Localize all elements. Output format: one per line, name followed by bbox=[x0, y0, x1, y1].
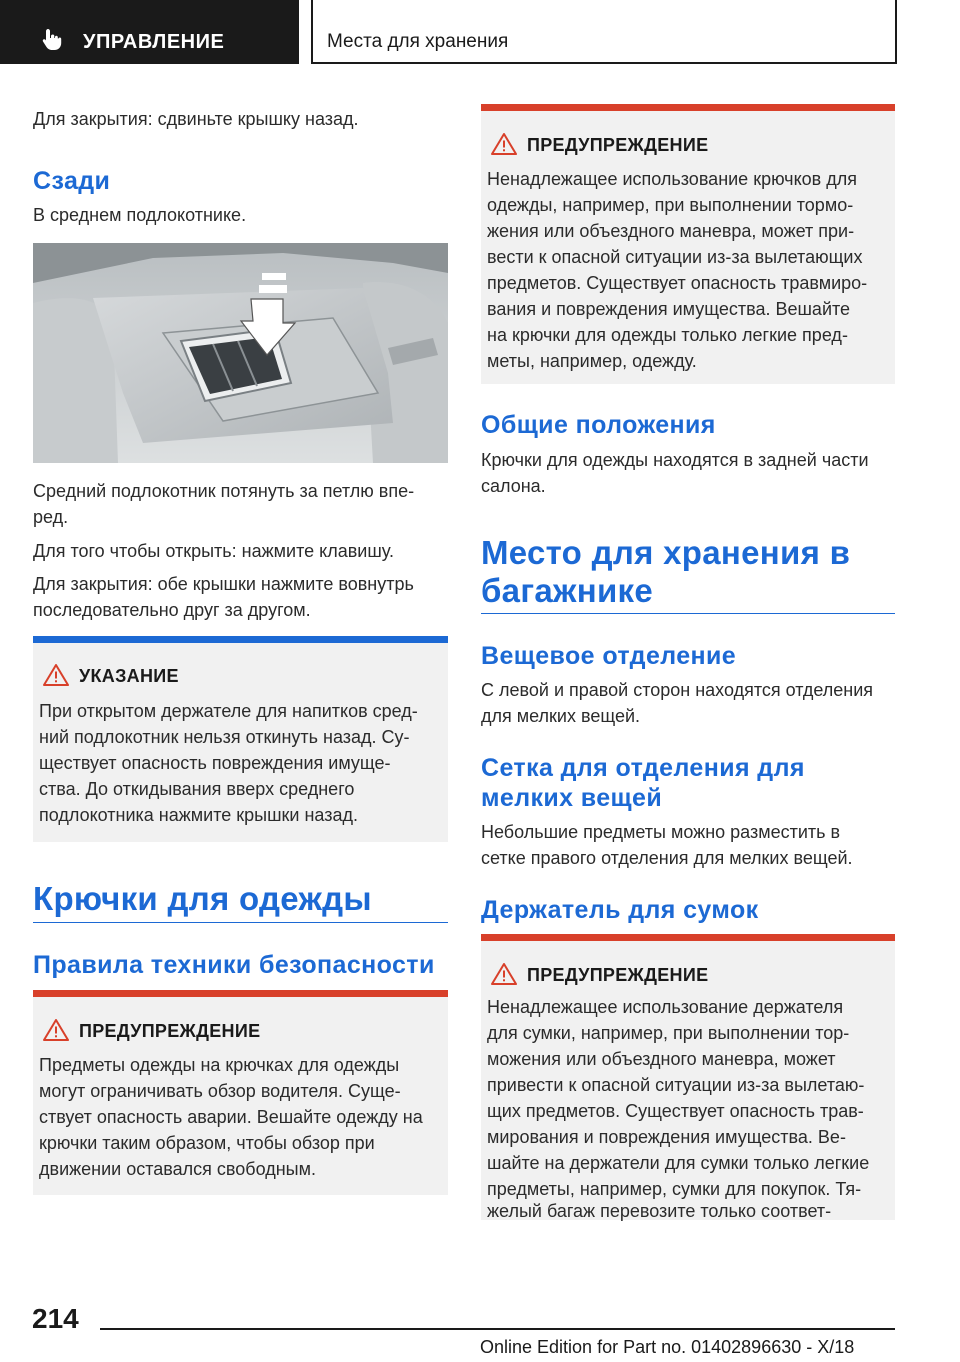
armrest-photo bbox=[33, 243, 448, 463]
warning-line: Ненадлежащее использование держателя bbox=[487, 997, 844, 1017]
pull-loop-text-line2: ред. bbox=[33, 507, 69, 527]
general-text-line1: Крючки для одежды находятся в задней части bbox=[481, 450, 869, 470]
warning-line: предметы, например, сумки для покупок. Тя- bbox=[487, 1179, 862, 1199]
warning-bar bbox=[481, 934, 895, 941]
warning-title: ПРЕДУПРЕЖДЕНИЕ bbox=[527, 965, 709, 985]
heading-compartment: Вещевое отделение bbox=[481, 642, 737, 670]
warning-triangle-icon bbox=[43, 663, 69, 687]
notice-line: ний подлокотник нельзя откинуть назад. Су- bbox=[39, 727, 410, 747]
warning-line: меты, например, одежду. bbox=[487, 351, 697, 371]
warning-title: ПРЕДУПРЕЖДЕНИЕ bbox=[527, 135, 709, 155]
warning-line: движении оставался свободным. bbox=[39, 1159, 316, 1179]
armrest-location-text: В среднем подлокотнике. bbox=[33, 205, 247, 225]
heading-trunk-storage-line1: Место для хранения в bbox=[481, 534, 851, 571]
heading-trunk-storage-line2: багажнике bbox=[481, 572, 654, 609]
warning-line: для сумки, например, при выполнении тор- bbox=[487, 1023, 850, 1043]
warning-triangle-icon bbox=[491, 132, 517, 156]
section-tab-label: УПРАВЛЕНИЕ bbox=[83, 31, 225, 53]
warning-line: вести к опасной ситуации из-за вылетающих bbox=[487, 247, 863, 267]
warning-line: на крючки для одежды только легкие пред- bbox=[487, 325, 848, 345]
warning-bar bbox=[481, 104, 895, 111]
notice-line: ществует опасность повреждения имуще- bbox=[39, 753, 391, 773]
edition-text: Online Edition for Part no. 01402896630 - X/18 bbox=[480, 1337, 855, 1357]
heading-rule bbox=[33, 922, 448, 923]
notice-title: УКАЗАНИЕ bbox=[79, 666, 179, 686]
compartment-text-line2: для мелких вещей. bbox=[481, 706, 641, 726]
warning-box-hooks bbox=[481, 104, 895, 384]
warning-line: Ненадлежащее использование крючков для bbox=[487, 169, 857, 189]
warning-line: крючки таким образом, чтобы обзор при bbox=[39, 1133, 375, 1153]
warning-line: жения или объездного маневра, может при- bbox=[487, 221, 855, 241]
warning-line: предметов. Существует опасность травмиро- bbox=[487, 273, 868, 293]
warning-line: шайте на держатели для сумки только легкие bbox=[487, 1153, 870, 1173]
page-title-box bbox=[311, 0, 897, 64]
warning-line: Предметы одежды на крючках для одежды bbox=[39, 1055, 400, 1075]
warning-line: могут ограничивать обзор водителя. Суще- bbox=[39, 1081, 401, 1101]
armrest-illustration bbox=[33, 243, 448, 463]
close-text-line1: Для закрытия: обе крышки нажмите вовнутрь bbox=[33, 574, 414, 594]
warning-bar bbox=[33, 990, 448, 997]
heading-net-line1: Сетка для отделения для bbox=[481, 754, 805, 782]
heading-net-line2: мелких вещей bbox=[481, 784, 663, 812]
heading-bag-holder: Держатель для сумок bbox=[481, 896, 759, 924]
warning-line: желый багаж перевозите только соответ- bbox=[487, 1201, 832, 1221]
general-text-line2: салона. bbox=[481, 476, 546, 496]
net-text-line1: Небольшие предметы можно разместить в bbox=[481, 822, 841, 842]
heading-clothes-hooks: Крючки для одежды bbox=[33, 880, 372, 917]
page-number: 214 bbox=[32, 1303, 79, 1334]
warning-line: привести к опасной ситуации из-за вылетаю- bbox=[487, 1075, 865, 1095]
notice-line: подлокотника нажмите крышки назад. bbox=[39, 805, 358, 825]
net-text-line2: сетке правого отделения для мелких вещей. bbox=[481, 848, 853, 868]
page-title: Места для хранения bbox=[327, 31, 509, 52]
warning-title: ПРЕДУПРЕЖДЕНИЕ bbox=[79, 1021, 261, 1041]
notice-line: При открытом держателе для напитков сред- bbox=[39, 701, 418, 721]
section-tab bbox=[0, 0, 299, 64]
notice-box bbox=[33, 636, 448, 842]
warning-triangle-icon bbox=[43, 1018, 69, 1042]
heading-rule bbox=[481, 613, 895, 614]
close-lid-text: Для закрытия: сдвиньте крышку назад. bbox=[33, 109, 359, 129]
warning-triangle-icon bbox=[491, 962, 517, 986]
warning-line: мирования и повреждения имущества. Ве- bbox=[487, 1127, 846, 1147]
hand-pointer-icon bbox=[40, 27, 64, 51]
close-text-line2: последовательно друг за другом. bbox=[33, 600, 311, 620]
heading-rear: Сзади bbox=[33, 167, 111, 195]
warning-line: одежды, например, при выполнении тормо- bbox=[487, 195, 854, 215]
warning-box-bags bbox=[481, 934, 895, 1220]
notice-bar bbox=[33, 636, 448, 643]
heading-general: Общие положения bbox=[481, 411, 716, 439]
warning-line: щих предметов. Существует опасность трав- bbox=[487, 1101, 864, 1121]
warning-line: можения или объездного маневра, может bbox=[487, 1049, 836, 1069]
warning-line: вания и повреждения имущества. Вешайте bbox=[487, 299, 851, 319]
notice-line: ства. До откидывания вверх среднего bbox=[39, 779, 355, 799]
pull-loop-text-line1: Средний подлокотник потянуть за петлю впе- bbox=[33, 481, 415, 501]
footer-rule bbox=[100, 1328, 895, 1330]
heading-safety: Правила техники безопасности bbox=[33, 951, 435, 979]
warning-line: ствует опасность аварии. Вешайте одежду на bbox=[39, 1107, 423, 1127]
open-text: Для того чтобы открыть: нажмите клавишу. bbox=[33, 541, 394, 561]
compartment-text-line1: С левой и правой сторон находятся отделения bbox=[481, 680, 874, 700]
warning-box-clothes bbox=[33, 990, 448, 1195]
